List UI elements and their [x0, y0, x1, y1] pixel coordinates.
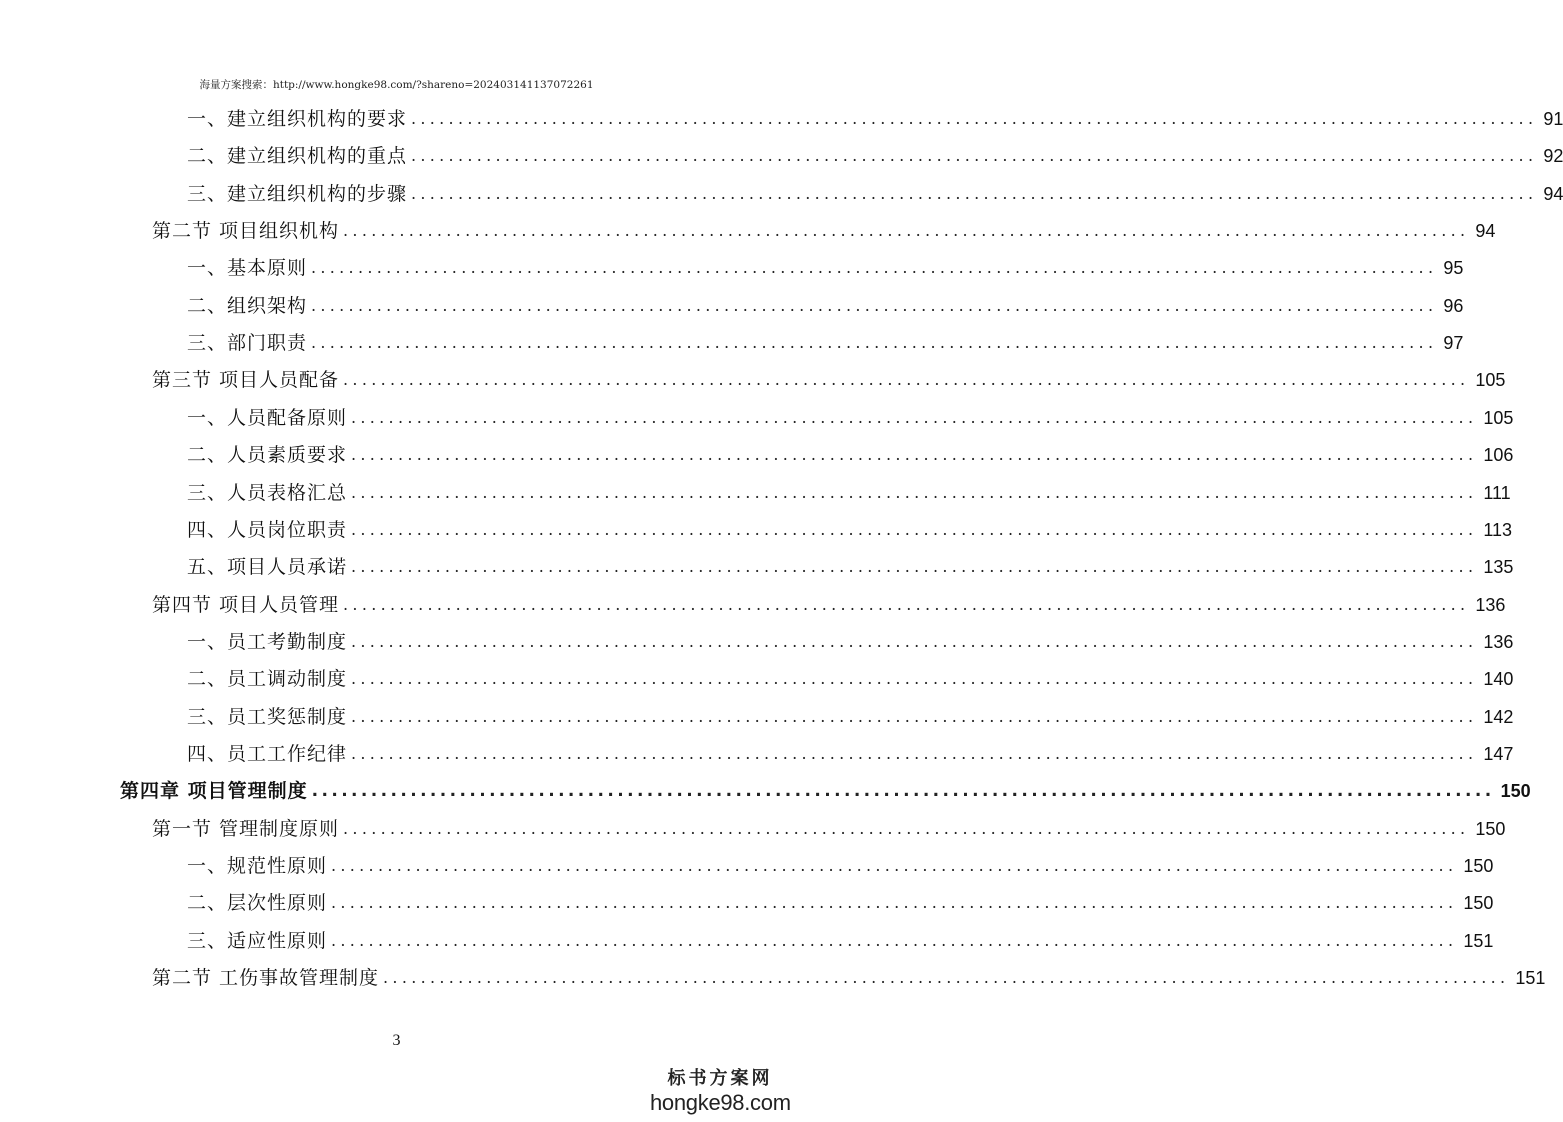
toc-leader-dots: ........................................................................................................................ — [351, 407, 1478, 427]
toc-label: 三、建立组织机构的步骤 — [187, 182, 408, 205]
toc-page-number: 142 — [1483, 706, 1514, 727]
toc-section-row — [152, 362, 1506, 398]
toc-leader-dots: ........................................................................................................................ — [411, 183, 1538, 203]
toc-item-row — [187, 288, 1464, 324]
page-number: 3 — [392, 1032, 401, 1049]
toc-page-number: 97 — [1443, 333, 1464, 354]
toc-page-number: 96 — [1443, 295, 1464, 316]
toc-item-row — [187, 325, 1464, 361]
watermark-logo — [650, 1068, 790, 1116]
toc-label: 二、组织架构 — [187, 294, 308, 317]
toc-label: 第三节 项目人员配备 — [152, 369, 340, 392]
toc-label: 第四节 项目人员管理 — [152, 593, 340, 616]
toc-page-number: 105 — [1475, 370, 1506, 391]
toc-label: 二、员工调动制度 — [187, 668, 348, 691]
toc-page-number: 151 — [1463, 930, 1494, 951]
toc-item-row — [187, 885, 1494, 921]
toc-label: 一、规范性原则 — [187, 855, 328, 877]
toc-label: 三、员工奖惩制度 — [187, 705, 348, 728]
toc-page-number: 140 — [1483, 669, 1514, 690]
toc-page-number: 136 — [1475, 594, 1506, 615]
toc-item-row — [187, 549, 1514, 585]
toc-chapter-row — [120, 773, 1531, 809]
toc-leader-dots: ........................................................................................................................ — [331, 856, 1458, 875]
toc-item-row — [187, 138, 1563, 174]
toc-page-number: 106 — [1483, 445, 1514, 466]
toc-leader-dots: ........................................................................................................................ — [351, 482, 1478, 502]
toc-label: 二、建立组织机构的重点 — [187, 145, 408, 168]
toc-item-row — [187, 736, 1514, 772]
toc-item-row — [187, 437, 1514, 473]
toc-leader-dots: ........................................................................................................................ — [331, 893, 1458, 913]
toc-label: 第一节 管理制度原则 — [152, 817, 340, 840]
toc-item-row — [187, 624, 1514, 660]
toc-label: 一、员工考勤制度 — [187, 630, 348, 653]
toc-page-number: 150 — [1463, 893, 1494, 914]
toc-item-row — [187, 176, 1563, 212]
toc-item-row — [187, 848, 1494, 884]
toc-leader-dots: ........................................................................................................................ — [351, 519, 1478, 539]
toc-leader-dots: ........................................................................................................................ — [343, 818, 1470, 838]
toc-leader-dots: ........................................................................................................................ — [351, 445, 1478, 465]
toc-section-row — [152, 811, 1506, 847]
toc-leader-dots: ........................................................................................................................ — [411, 146, 1538, 166]
toc-label: 三、人员表格汇总 — [187, 481, 348, 504]
page-header: 海量方案搜索：http://www.hongke98.com/?shareno=20240314113707226​1 — [199, 79, 594, 91]
toc-leader-dots: ........................................................................................................................ — [311, 781, 1495, 802]
watermark-text-cn: 标书方案网 — [667, 1068, 773, 1089]
toc-leader-dots: ........................................................................................................................ — [311, 295, 1438, 315]
toc-leader-dots: ........................................................................................................................ — [331, 930, 1458, 950]
toc-label: 第二节 工伤事故管理制度 — [152, 967, 380, 990]
toc-item-row — [187, 923, 1494, 959]
toc-page-number: 151 — [1515, 968, 1546, 989]
toc-page-number: 150 — [1500, 781, 1531, 802]
toc-page-number: 150 — [1463, 856, 1494, 876]
toc-section-row — [152, 960, 1546, 996]
toc-label: 二、人员素质要求 — [187, 444, 348, 467]
toc-leader-dots: ........................................................................................................................ — [311, 333, 1438, 353]
toc-leader-dots: ........................................................................................................................ — [351, 631, 1478, 651]
toc-label: 三、适应性原则 — [187, 929, 328, 952]
toc-label: 第二节 项目组织机构 — [152, 220, 340, 243]
toc-page-number: 111 — [1483, 482, 1511, 503]
toc-page-number: 94 — [1475, 221, 1496, 242]
toc-label: 五、项目人员承诺 — [187, 556, 348, 579]
toc-page-number: 150 — [1475, 818, 1506, 839]
toc-label: 一、基本原则 — [187, 257, 308, 280]
toc-page-number: 91 — [1543, 109, 1563, 129]
toc-leader-dots: ........................................................................................................................ — [343, 594, 1470, 614]
toc-page-number: 95 — [1443, 258, 1464, 279]
toc-leader-dots: ........................................................................................................................ — [343, 221, 1470, 241]
toc-leader-dots: ........................................................................................................................ — [351, 706, 1478, 726]
toc-item-row — [187, 512, 1513, 548]
toc-leader-dots: ........................................................................................................................ — [411, 109, 1538, 128]
toc-item-row — [187, 101, 1563, 137]
toc-page-number: 113 — [1483, 519, 1513, 540]
toc-label: 四、人员岗位职责 — [187, 518, 348, 541]
toc-leader-dots: ........................................................................................................................ — [351, 669, 1478, 689]
watermark-text-en: hongke98.com — [650, 1090, 791, 1115]
toc-item-row — [187, 661, 1514, 697]
toc-page-number: 135 — [1483, 557, 1514, 578]
toc-leader-dots: ........................................................................................................................ — [311, 258, 1438, 278]
toc-label: 一、建立组织机构的要求 — [187, 108, 408, 130]
toc-leader-dots: ........................................................................................................................ — [351, 743, 1478, 763]
toc-leader-dots: ........................................................................................................................ — [383, 968, 1510, 988]
toc-item-row — [187, 699, 1514, 735]
toc-leader-dots: ........................................................................................................................ — [351, 557, 1478, 577]
toc-label: 三、部门职责 — [187, 332, 308, 355]
toc-page-number: 147 — [1483, 743, 1514, 764]
toc-label: 一、人员配备原则 — [187, 406, 348, 429]
toc-item-row — [187, 400, 1514, 436]
toc-label: 第四章 项目管理制度 — [120, 780, 308, 803]
toc-item-row — [187, 475, 1511, 511]
toc-label: 二、层次性原则 — [187, 892, 328, 915]
toc-page-number: 92 — [1543, 146, 1563, 167]
toc-page-number: 136 — [1483, 631, 1514, 652]
toc-leader-dots: ........................................................................................................................ — [343, 370, 1470, 390]
toc-page-number: 105 — [1483, 407, 1514, 428]
toc-item-row — [187, 250, 1464, 286]
toc-section-row — [152, 587, 1506, 623]
toc-section-row — [152, 213, 1496, 249]
toc-label: 四、员工工作纪律 — [187, 742, 348, 765]
toc-page-number: 94 — [1543, 183, 1563, 204]
